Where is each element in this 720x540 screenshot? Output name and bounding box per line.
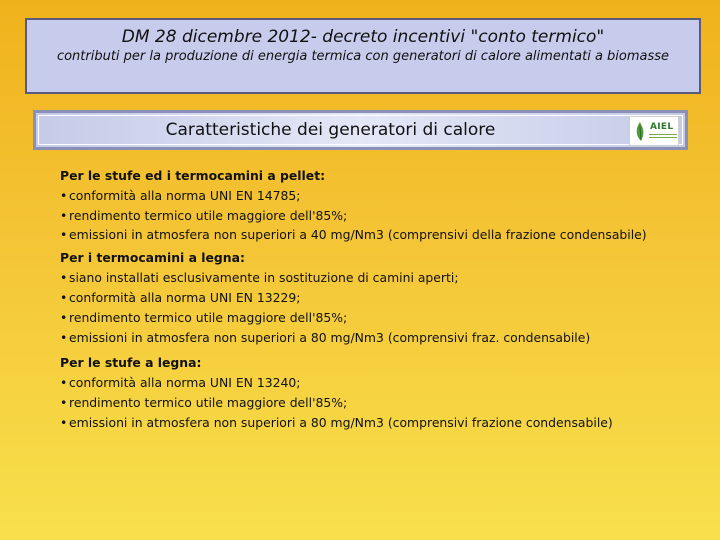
aiel-logo xyxy=(629,116,679,146)
list-item: • emissioni in atmosfera non superiori a 80 mg/Nm3 (comprensivi fraz. condensabile) xyxy=(60,328,680,348)
bullet: • xyxy=(60,330,68,345)
bullet: • xyxy=(60,375,68,390)
bullet: • xyxy=(60,310,68,325)
group-pellet xyxy=(60,166,680,243)
list-item: • rendimento termico utile maggiore dell'85%; xyxy=(60,393,680,413)
logo-tagline-lines xyxy=(649,134,677,142)
group-title: Per i termocamini a legna: xyxy=(60,250,245,265)
header-box xyxy=(25,18,701,94)
bullet: • xyxy=(60,208,68,223)
list-item: • siano installati esclusivamente in sostituzione di camini aperti; xyxy=(60,268,680,288)
bullet: • xyxy=(60,415,68,430)
list-item: • emissioni in atmosfera non superiori a 80 mg/Nm3 (comprensivi frazione condensabile) xyxy=(60,413,680,433)
bullet: • xyxy=(60,227,68,242)
content xyxy=(60,166,680,438)
logo-text: AIEL xyxy=(650,122,674,132)
list-item: • rendimento termico utile maggiore dell'85%; xyxy=(60,206,680,226)
page-title: DM 28 dicembre 2012- decreto incentivi "conto termico" xyxy=(121,27,605,47)
leaf-icon xyxy=(634,120,648,142)
list-item: • emissioni in atmosfera non superiori a 40 mg/Nm3 (comprensivi della frazione condensabile) xyxy=(60,227,647,242)
group-title: Per le stufe a legna: xyxy=(60,355,202,370)
list-item: • conformità alla norma UNI EN 13229; xyxy=(60,288,680,308)
bullet: • xyxy=(60,270,68,285)
group-title: Per le stufe ed i termocamini a pellet: xyxy=(60,168,326,183)
list-item: • rendimento termico utile maggiore dell'85%; xyxy=(60,308,680,328)
bullet: • xyxy=(60,290,68,305)
section-header xyxy=(33,110,688,150)
page-subtitle: contributi per la produzione di energia termica con generatori di calore alimentati a biomasse xyxy=(56,49,670,64)
list-item: • conformità alla norma UNI EN 14785; xyxy=(60,186,680,206)
bullet: • xyxy=(60,395,68,410)
group-termocamini-legna xyxy=(60,248,680,348)
list-item: • conformità alla norma UNI EN 13240; xyxy=(60,373,680,393)
bullet: • xyxy=(60,188,68,203)
group-stufe-legna xyxy=(60,353,680,433)
section-title: Caratteristiche dei generatori di calore xyxy=(165,120,496,140)
